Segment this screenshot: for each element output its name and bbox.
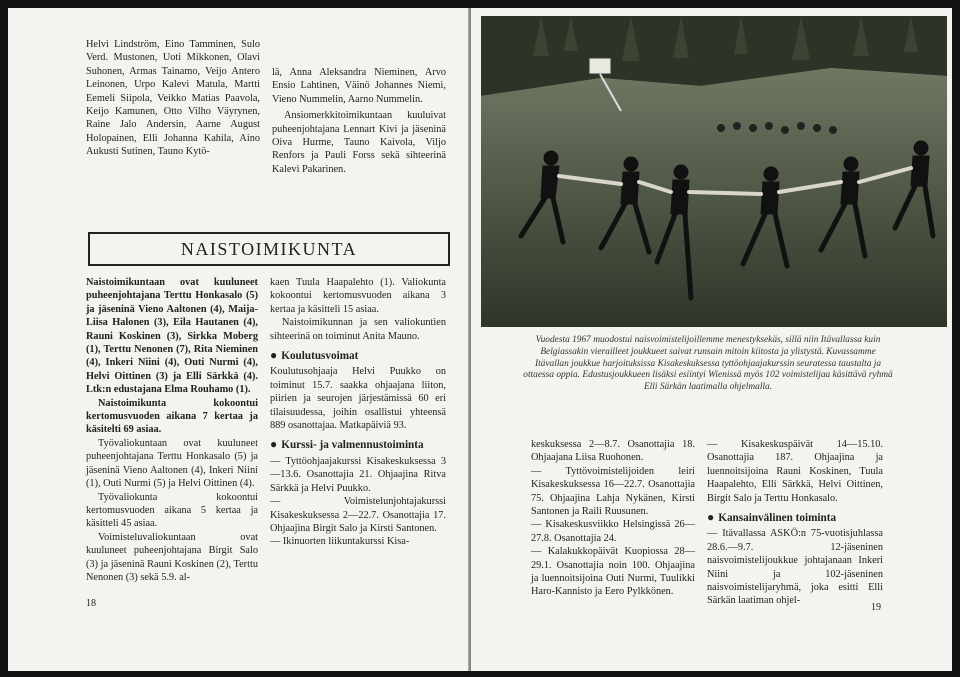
right-page [471, 8, 952, 671]
international-heading: ● Kansainvälinen toiminta [707, 510, 837, 525]
course-item: — Tyttövoimistelijoiden leiri Kisakeskuksessa 16—22.7. Osanottajia 75. Ohjaajina Lahja Nykänen, Kirsti Santonen ja Raili Ruusunen. [531, 465, 695, 518]
intro-column-2 [272, 66, 446, 176]
course-item: keskuksessa 2—8.7. Osanottajia 18. Ohjaajana Liisa Ruohonen. [531, 439, 695, 464]
left-page [8, 8, 469, 671]
gymnasts-photo [481, 16, 947, 327]
course-item: — Kisakeskuspäivät 14—15.10. Osanottajia 187. Ohjaajina ja luennoitsijoina Rauni Koskinen, Tuula Haapalehto, Elli Särkkä, Helvi Oittinen, Birgit Salo ja Terttu Honkasalo. [707, 439, 883, 504]
section-title-box [88, 232, 450, 266]
page-number: 19 [871, 602, 881, 613]
committee-members-paragraph: Naistoimikuntaan ovat kuuluneet puheenjohtajana Terttu Honkasalo (5) ja jäseninä Vieno Aaltonen (4), Maija-Liisa Halonen (3), Eila Hautanen (4), Rauni Koskinen (3), Sirkka Moberg (1), Terttu Nenonen (7), Rita Nieminen (4), Inkeri Niini (4), Outi Nurmi (4), Helvi Oittinen (3) ja Elli Särkkä (4). Ltk:n edustajana Elma Rouhamo (1). [86, 277, 258, 396]
international-item: — Itävallassa ASKÖ:n 75-vuotisjuhlassa 28.6.—9.7. 12-jäseninen naisvoimistelijoukkue johtajanaan Inkeri Niini ja 102-jäseninen naisvoimistelijaryhmä, joka esitti Elli Särkän laatiman ohjel- [707, 528, 883, 607]
body-column-1 [86, 276, 258, 584]
section-title: NAISTOIMIKUNTA [180, 238, 358, 259]
course-item: — Ikinuorten liikuntakurssi Kisa- [270, 536, 410, 548]
page-number: 18 [86, 598, 96, 609]
courses-heading: ● Kurssi- ja valmennustoiminta [270, 437, 424, 452]
body-column-2 [270, 276, 446, 549]
committee-continued-paragraph: kaen Tuula Haapalehto (1). Valiokunta kokoontui kertomusvuoden aikana 3 kertaa ja käsitteli 15 asiaa. [270, 277, 446, 315]
working-committee-paragraph: Työvaliokuntaan ovat kuuluneet puheenjohtajana Terttu Honkasalo (5) ja jäseninä Vieno Aaltonen (4), Inkeri Niini (1), Outi Nurmi (5) ja Helvi Oittinen (4). [86, 437, 258, 490]
bullet-icon: ● [707, 510, 715, 525]
training-heading: ● Koulutusvoimat [270, 348, 359, 363]
photo-caption: Vuodesta 1967 muodostui naisvoimistelijoillemme menestyksekäs, sillä niin Itävallassa kuin Belgiassakin vierailleet joukkueet saivat runsain mitoin kiitosta ja ylistystä. Kuvassamme Itävallan joukkue harjoituksissa Kisakeskuksessa tyttöohjaajakurssin seuratessa taustalta ja ottaessa oppia. Edustusjoukkueen lisäksi esiintyi Wienissä myös 102 voimistelijaa käsittävä ryhmä Elli Särkän laatimalla ohjelmalla. [523, 335, 893, 393]
intro-paragraph: Helvi Lindström, Eino Tamminen, Sulo Verd. Mustonen, Uoti Mikkonen, Olavi Suhonen, Armas Tainamo, Veijo Antero Leinonen, Urpo Kalevi Matula, Martti Eemeli Siipola, Veikko Matias Paavola, Keijo Kamunen, Otto Vilho Väyrynen, Raine Jalo Andersin, Aarne August Holopainen, Elli Johanna Kahila, Aino Aukusti Sutinen, Tauno Kytö- [86, 39, 260, 158]
bullet-icon: ● [270, 348, 278, 363]
training-paragraph: Koulutusohjaaja Helvi Puukko on toiminut 15.7. saakka ohjaajana liiton, piirien ja seurojen järjestämissä 60 eri tilaisuudessa, joihin osallistui yhteensä 889 osanottajaa. Matkapäiviä 93. [270, 366, 446, 432]
intro-column-1 [86, 38, 260, 159]
course-item: — Voimistelunjohtajakurssi Kisakeskuksessa 2—22.7. Osanottajia 17. Ohjaajina Birgit Salo ja Kirsti Santonen. [270, 496, 446, 534]
course-item: — Tyttöohjaajakurssi Kisakeskuksessa 3—13.6. Osanottajia 21. Ohjaajina Ritva Särkkä ja Helvi Puukko. [270, 455, 446, 494]
gymnastics-committee-paragraph: Voimisteluvaliokuntaan ovat kuuluneet puheenjohtajana Birgit Salo (3) ja jäseninä Rauni Koskinen (2), Terttu Nenonen (3) sekä 5.9. al- [86, 531, 258, 583]
course-item: — Kisakeskusviikko Helsingissä 26—27.8. Osanottajia 24. [531, 519, 695, 544]
course-item: — Kalakukkopäivät Kuopiossa 28—29.1. Osanottajia noin 100. Ohjaajina ja luennoitsijoina Outi Nurmi, Tuulikki Haro-Kannisto ja Eero Pylkkönen. [531, 546, 695, 598]
right-column-1 [531, 438, 695, 599]
right-column-2 [707, 438, 883, 608]
intro-paragraph-names: lä, Anna Aleksandra Nieminen, Arvo Ensio Lahtinen, Väinö Johannes Niemi, Vieno Nummelin, Aarno Nummelin. [272, 67, 446, 105]
intro-paragraph-committee: Ansiomerkkitoimikuntaan kuuluivat puheenjohtajana Lennart Kivi ja jäseninä Oiva Hurme, Tauno Kaivola, Viljo Renfors ja Pauli Forss sekä sihteerinä Kalevi Pakarinen. [272, 110, 446, 175]
committee-meetings-paragraph: Naistoimikunta kokoontui kertomusvuoden aikana 7 kertaa ja käsitelti 69 asiaa. [86, 397, 258, 436]
bullet-icon: ● [270, 437, 278, 452]
secretary-paragraph: Naistoimikunnan ja sen valiokuntien sihteerinä on toiminut Anita Mauno. [270, 317, 446, 342]
working-committee-meetings-paragraph: Työvaliokunta kokoontui kertomusvuoden aikana 5 kertaa ja käsitteli 45 asiaa. [86, 491, 258, 530]
